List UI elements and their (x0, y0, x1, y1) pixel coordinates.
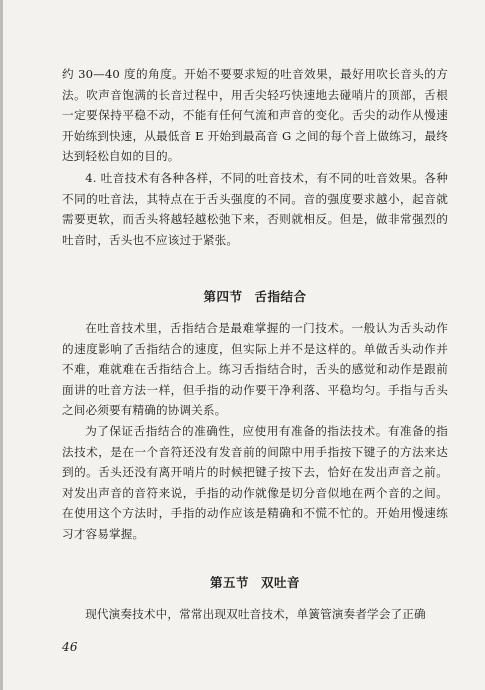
paragraph-point-4: 4. 吐音技术有各种各样，不同的吐音技术，有不同的吐音效果。各种不同的吐音法，其特点在于舌头强度的不同。音的强度要求越小，起音就需要更软，而舌头将越轻越松弛下来，否则就相反。但是，做非常强烈的吐音时，舌头也不应该过于紧张。 (62, 171, 448, 247)
paragraph-prepared-fingering: 为了保证舌指结合的准确性，应使用有准备的指法技术。有准备的指法技术，是在一个音符还没有发音前的间隙中用手指按下键子的方法来达到的。舌头还没有离开哨片的时候把键子按下去，恰好在发出声音之前。对发出声音的音符来说，手指的动作就像是切分音似地在两个音的之间。在使用这个方法时，手指的动作应该是精确和不慌不忙的。开始用慢速练习才容易掌握。 (62, 424, 448, 541)
page-edge-shadow (0, 0, 3, 690)
paragraph-continued: 约 30—40 度的角度。开始不要要求短的吐音效果，最好用吹长音头的方法。吹声音饱满的长音过程中，用舌尖轻巧快速地去碰哨片的顶部，舌根一定要保持平稳不动，不能有任何气流和声音的变化。舌尖的动作从慢速开始练到快速，从最低音 E 开始到最高音 G 之间的每个音上做练习，最终达到轻松自如的目的。 (62, 67, 448, 164)
section-4-heading (62, 287, 448, 305)
section-5-title: 双吐音 (261, 575, 301, 590)
paragraph-tongue-finger-intro: 在吐音技术里，舌指结合是最难掌握的一门技术。一般认为舌头动作的速度影响了舌指结合的速度，但实际上并不是这样的。单做舌头动作并不难，难就难在舌指结合上。练习舌指结合时，舌头的感觉和动作是跟前面讲的吐音方法一样，但手指的动作要干净利落、平稳均匀。手指与舌头之间必须要有精确的协调关系。 (62, 321, 448, 418)
section-5-number: 第五节 (209, 575, 249, 590)
section-5-heading (62, 573, 448, 591)
page-number: 46 (62, 640, 78, 654)
section-4-title: 舌指结合 (254, 289, 307, 304)
section-4-number: 第四节 (203, 289, 243, 304)
paragraph-double-tonguing: 现代演奏技术中，常常出现双吐音技术，单簧管演奏者学会了正确 (85, 607, 426, 621)
